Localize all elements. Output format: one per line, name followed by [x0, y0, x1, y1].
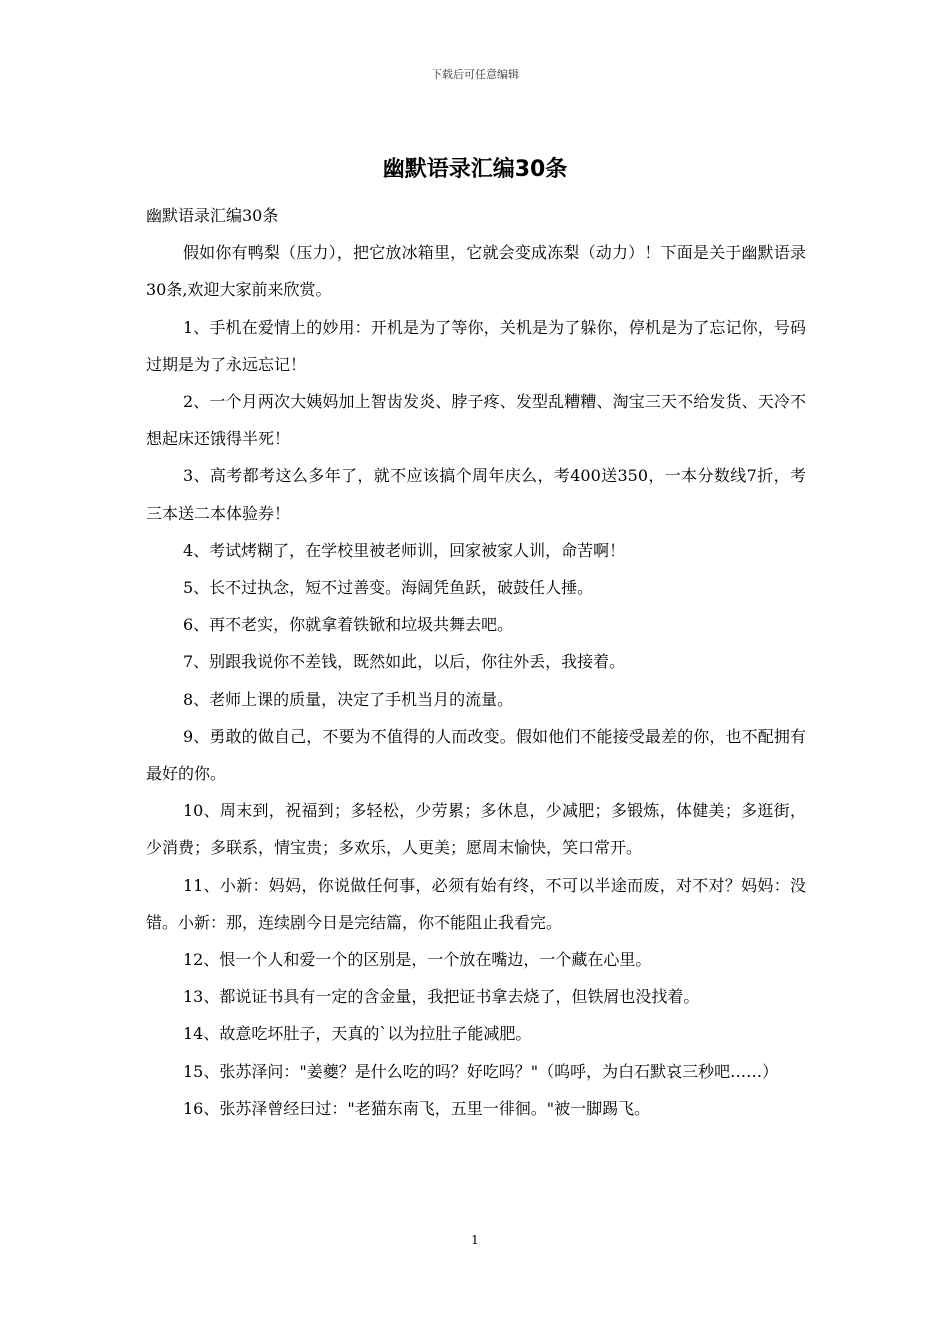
paragraph-item-14: 14、故意吃坏肚子，天真的`以为拉肚子能减肥。: [183, 1024, 532, 1044]
paragraph-item-15: 15、张苏泽问："姜夔？是什么吃的吗？好吃吗？"（呜呼，为白石默哀三秒吧……）: [183, 1061, 779, 1081]
paragraph-item-5: 5、长不过执念，短不过善变。海阔凭鱼跃，破鼓任人捶。: [183, 578, 594, 598]
paragraph-item-10: 10、周末到，祝福到；多轻松，少劳累；多休息，少减肥；多锻炼，体健美；多逛街，少消费；多联系，情宝贵；多欢乐，人更美；愿周末愉快，笑口常开。: [146, 801, 806, 858]
paragraph-item-16: 16、张苏泽曾经曰过："老猫东南飞，五里一徘徊。"被一脚踢飞。: [183, 1098, 651, 1118]
paragraph-item-4: 4、考试烤糊了，在学校里被老师训，回家被家人训，命苦啊！: [183, 540, 626, 560]
document-subtitle: 幽默语录汇编30条: [146, 206, 279, 225]
page-header-note: 下载后可任意编辑: [431, 68, 519, 81]
page-number: 1: [471, 1233, 479, 1247]
paragraph-intro: 假如你有鸭梨（压力），把它放冰箱里，它就会变成冻梨（动力）！下面是关于幽默语录30条,欢迎大家前来欣赏。: [146, 243, 806, 300]
paragraph-item-12: 12、恨一个人和爱一个的区别是，一个放在嘴边，一个藏在心里。: [183, 950, 652, 970]
paragraph-item-9: 9、勇敢的做自己，不要为不值得的人而改变。假如他们不能接受最差的你，也不配拥有最好的你。: [146, 726, 806, 784]
paragraph-item-7: 7、别跟我说你不差钱，既然如此，以后，你往外丢，我接着。: [183, 652, 626, 672]
paragraph-item-3: 3、高考都考这么多年了，就不应该搞个周年庆么，考400送350，一本分数线7折，考三本送二本体验券！: [146, 466, 806, 523]
paragraph-item-6: 6、再不老实，你就拿着铁锨和垃圾共舞去吧。: [183, 615, 514, 635]
paragraph-item-1: 1、手机在爱情上的妙用：开机是为了等你，关机是为了躲你，停机是为了忘记你，号码过期是为了永远忘记！: [146, 317, 806, 374]
paragraph-item-13: 13、都说证书具有一定的含金量，我把证书拿去烧了，但铁屑也没找着。: [183, 987, 700, 1007]
document-body: [146, 197, 806, 1127]
paragraph-item-2: 2、一个月两次大姨妈加上智齿发炎、脖子疼、发型乱糟糟、淘宝三天不给发货、天冷不想起床还饿得半死！: [146, 392, 806, 449]
paragraph-item-11: 11、小新：妈妈，你说做任何事，必须有始有终，不可以半途而废，对不对？妈妈：没错。小新：那，连续剧今日是完结篇，你不能阻止我看完。: [146, 875, 806, 932]
paragraph-item-8: 8、老师上课的质量，决定了手机当月的流量。: [183, 689, 514, 709]
document-title: 幽默语录汇编30条: [382, 157, 568, 182]
